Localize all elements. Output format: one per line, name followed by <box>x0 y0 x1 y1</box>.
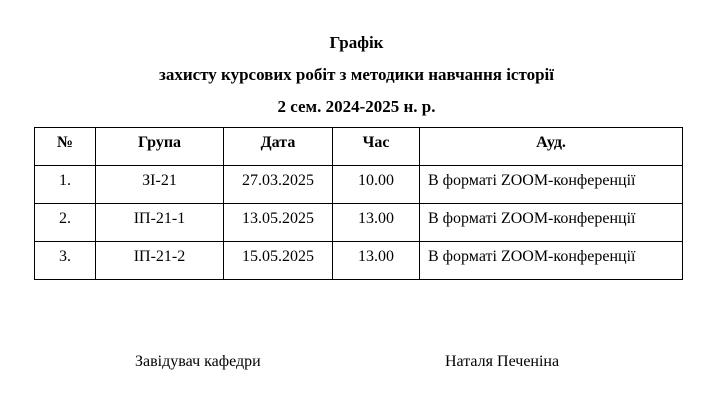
cell-time: 10.00 <box>333 166 420 204</box>
header-number: № <box>35 128 96 166</box>
cell-date: 15.05.2025 <box>224 242 333 280</box>
table-header-row <box>35 128 683 166</box>
schedule-table <box>34 127 683 280</box>
header-date: Дата <box>224 128 333 166</box>
cell-time: 13.00 <box>333 204 420 242</box>
cell-group: ЗІ-21 <box>96 166 224 204</box>
header-time: Час <box>333 128 420 166</box>
cell-time: 13.00 <box>333 242 420 280</box>
table-row <box>35 204 683 242</box>
cell-room: В форматі ZOOM-конференції <box>420 204 683 242</box>
cell-date: 13.05.2025 <box>224 204 333 242</box>
cell-room: В форматі ZOOM-конференції <box>420 242 683 280</box>
table-row <box>35 242 683 280</box>
document-subtitle: захисту курсових робіт з методики навчання історії <box>158 65 554 84</box>
document-semester: 2 сем. 2024-2025 н. р. <box>277 97 436 116</box>
cell-group: ІП-21-1 <box>96 204 224 242</box>
document-title: Графік <box>329 33 384 52</box>
signature-name: Наталя Печеніна <box>445 353 560 370</box>
cell-room: В форматі ZOOM-конференції <box>420 166 683 204</box>
header-group: Група <box>96 128 224 166</box>
cell-date: 27.03.2025 <box>224 166 333 204</box>
cell-number: 2. <box>35 204 96 242</box>
header-room: Ауд. <box>420 128 683 166</box>
table-row <box>35 166 683 204</box>
signature-position: Завідувач кафедри <box>135 353 261 370</box>
cell-number: 3. <box>35 242 96 280</box>
cell-group: ІП-21-2 <box>96 242 224 280</box>
cell-number: 1. <box>35 166 96 204</box>
